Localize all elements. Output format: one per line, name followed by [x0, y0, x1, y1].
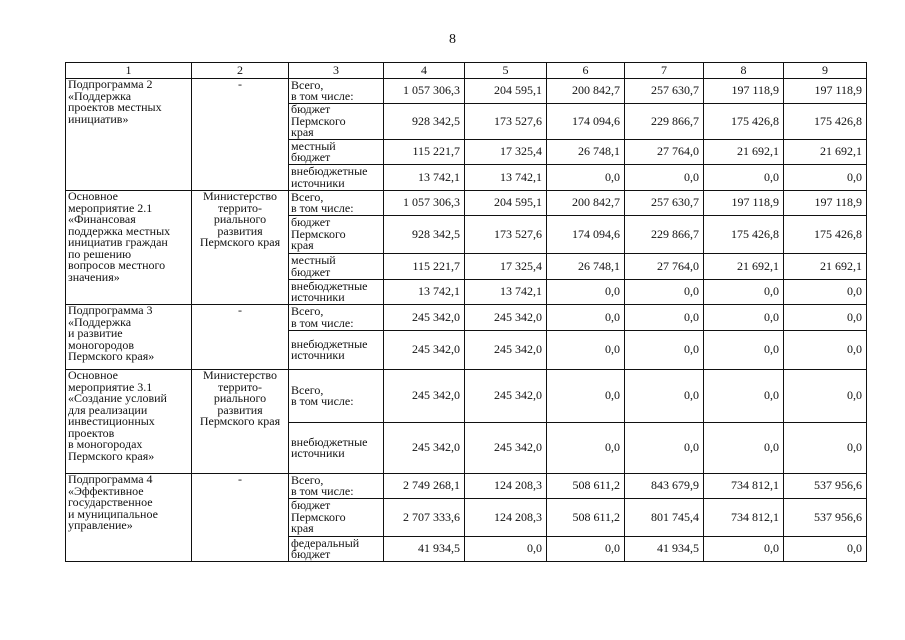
value-cell: 173 527,6	[465, 104, 547, 140]
value-cell: 245 342,0	[465, 331, 547, 370]
header-cell: 8	[704, 63, 784, 79]
funding-source-cell: Всего, в том числе:	[289, 474, 384, 499]
value-cell: 2 707 333,6	[384, 499, 465, 537]
value-cell: 0,0	[547, 305, 625, 331]
header-cell: 4	[384, 63, 465, 79]
value-cell: 537 956,6	[784, 499, 867, 537]
value-cell: 245 342,0	[384, 331, 465, 370]
header-cell: 6	[547, 63, 625, 79]
value-cell: 0,0	[704, 305, 784, 331]
value-cell: 197 118,9	[704, 79, 784, 104]
header-cell: 5	[465, 63, 547, 79]
value-cell: 537 956,6	[784, 474, 867, 499]
value-cell: 173 527,6	[465, 216, 547, 254]
value-cell: 229 866,7	[625, 104, 704, 140]
value-cell: 175 426,8	[704, 104, 784, 140]
value-cell: 1 057 306,3	[384, 79, 465, 104]
executor-cell: Министерство террито- риального развития Пермского края	[192, 191, 289, 305]
funding-source-cell: внебюджетные источники	[289, 331, 384, 370]
table-row	[66, 191, 867, 216]
table-row	[66, 370, 867, 423]
funding-source-cell: местный бюджет	[289, 140, 384, 165]
header-row	[66, 63, 867, 79]
value-cell: 0,0	[547, 165, 625, 191]
value-cell: 26 748,1	[547, 140, 625, 165]
value-cell: 245 342,0	[384, 305, 465, 331]
value-cell: 115 221,7	[384, 140, 465, 165]
value-cell: 734 812,1	[704, 474, 784, 499]
value-cell: 245 342,0	[465, 423, 547, 474]
value-cell: 0,0	[704, 370, 784, 423]
value-cell: 0,0	[547, 537, 625, 562]
header-cell: 1	[66, 63, 192, 79]
value-cell: 21 692,1	[784, 254, 867, 280]
value-cell: 0,0	[547, 280, 625, 305]
value-cell: 0,0	[784, 331, 867, 370]
funding-source-cell: Всего, в том числе:	[289, 305, 384, 331]
value-cell: 2 749 268,1	[384, 474, 465, 499]
value-cell: 175 426,8	[784, 216, 867, 254]
value-cell: 200 842,7	[547, 79, 625, 104]
executor-cell: Министерство террито- риального развития Пермского края	[192, 370, 289, 474]
table-row	[66, 474, 867, 499]
value-cell: 124 208,3	[465, 499, 547, 537]
value-cell: 257 630,7	[625, 79, 704, 104]
value-cell: 197 118,9	[784, 79, 867, 104]
value-cell: 0,0	[547, 370, 625, 423]
value-cell: 245 342,0	[465, 370, 547, 423]
value-cell: 115 221,7	[384, 254, 465, 280]
value-cell: 801 745,4	[625, 499, 704, 537]
value-cell: 508 611,2	[547, 499, 625, 537]
value-cell: 0,0	[625, 165, 704, 191]
header-cell: 3	[289, 63, 384, 79]
value-cell: 26 748,1	[547, 254, 625, 280]
value-cell: 13 742,1	[465, 165, 547, 191]
value-cell: 0,0	[784, 423, 867, 474]
value-cell: 204 595,1	[465, 191, 547, 216]
value-cell: 508 611,2	[547, 474, 625, 499]
value-cell: 13 742,1	[384, 165, 465, 191]
value-cell: 0,0	[465, 537, 547, 562]
value-cell: 124 208,3	[465, 474, 547, 499]
funding-source-cell: внебюджетные источники	[289, 280, 384, 305]
header-cell: 2	[192, 63, 289, 79]
funding-source-cell: бюджет Пермского края	[289, 216, 384, 254]
value-cell: 843 679,9	[625, 474, 704, 499]
funding-source-cell: Всего, в том числе:	[289, 79, 384, 104]
value-cell: 245 342,0	[465, 305, 547, 331]
value-cell: 197 118,9	[704, 191, 784, 216]
value-cell: 197 118,9	[784, 191, 867, 216]
funding-source-cell: бюджет Пермского края	[289, 499, 384, 537]
value-cell: 175 426,8	[704, 216, 784, 254]
value-cell: 0,0	[625, 370, 704, 423]
funding-source-cell: местный бюджет	[289, 254, 384, 280]
value-cell: 13 742,1	[465, 280, 547, 305]
value-cell: 174 094,6	[547, 216, 625, 254]
value-cell: 0,0	[784, 305, 867, 331]
executor-cell: -	[192, 305, 289, 370]
value-cell: 13 742,1	[384, 280, 465, 305]
value-cell: 27 764,0	[625, 254, 704, 280]
value-cell: 204 595,1	[465, 79, 547, 104]
value-cell: 0,0	[625, 331, 704, 370]
executor-cell: -	[192, 79, 289, 191]
value-cell: 0,0	[625, 423, 704, 474]
value-cell: 245 342,0	[384, 370, 465, 423]
value-cell: 0,0	[704, 331, 784, 370]
program-name-cell: Подпрограмма 3 «Поддержка и развитие моногородов Пермского края»	[66, 305, 192, 370]
value-cell: 928 342,5	[384, 216, 465, 254]
value-cell: 0,0	[704, 537, 784, 562]
value-cell: 27 764,0	[625, 140, 704, 165]
table-row	[66, 305, 867, 331]
value-cell: 928 342,5	[384, 104, 465, 140]
value-cell: 21 692,1	[784, 140, 867, 165]
program-name-cell: Подпрограмма 2 «Поддержка проектов местных инициатив»	[66, 79, 192, 191]
executor-cell: -	[192, 474, 289, 562]
value-cell: 0,0	[784, 165, 867, 191]
value-cell: 0,0	[704, 280, 784, 305]
value-cell: 175 426,8	[784, 104, 867, 140]
value-cell: 17 325,4	[465, 140, 547, 165]
value-cell: 0,0	[784, 280, 867, 305]
value-cell: 21 692,1	[704, 254, 784, 280]
funding-source-cell: внебюджетные источники	[289, 165, 384, 191]
value-cell: 0,0	[547, 423, 625, 474]
value-cell: 257 630,7	[625, 191, 704, 216]
funding-source-cell: бюджет Пермского края	[289, 104, 384, 140]
program-name-cell: Основное мероприятие 3.1 «Создание условий для реализации инвестиционных проектов в моногородах Пермского края»	[66, 370, 192, 474]
funding-source-cell: Всего, в том числе:	[289, 191, 384, 216]
funding-source-cell: федеральный бюджет	[289, 537, 384, 562]
value-cell: 174 094,6	[547, 104, 625, 140]
value-cell: 41 934,5	[384, 537, 465, 562]
value-cell: 0,0	[625, 305, 704, 331]
value-cell: 21 692,1	[704, 140, 784, 165]
value-cell: 0,0	[784, 370, 867, 423]
value-cell: 245 342,0	[384, 423, 465, 474]
value-cell: 0,0	[704, 423, 784, 474]
funding-source-cell: Всего, в том числе:	[289, 370, 384, 423]
value-cell: 0,0	[547, 331, 625, 370]
value-cell: 1 057 306,3	[384, 191, 465, 216]
value-cell: 200 842,7	[547, 191, 625, 216]
program-name-cell: Подпрограмма 4 «Эффективное государственное и муниципальное управление»	[66, 474, 192, 562]
program-name-cell: Основное мероприятие 2.1 «Финансовая поддержка местных инициатив граждан по решению вопросов местного значения»	[66, 191, 192, 305]
value-cell: 0,0	[784, 537, 867, 562]
budget-table	[65, 62, 867, 562]
value-cell: 0,0	[704, 165, 784, 191]
header-cell: 7	[625, 63, 704, 79]
value-cell: 734 812,1	[704, 499, 784, 537]
header-cell: 9	[784, 63, 867, 79]
value-cell: 17 325,4	[465, 254, 547, 280]
value-cell: 229 866,7	[625, 216, 704, 254]
value-cell: 0,0	[625, 280, 704, 305]
table-row	[66, 79, 867, 104]
value-cell: 41 934,5	[625, 537, 704, 562]
page-number: 8	[449, 32, 456, 47]
funding-source-cell: внебюджетные источники	[289, 423, 384, 474]
